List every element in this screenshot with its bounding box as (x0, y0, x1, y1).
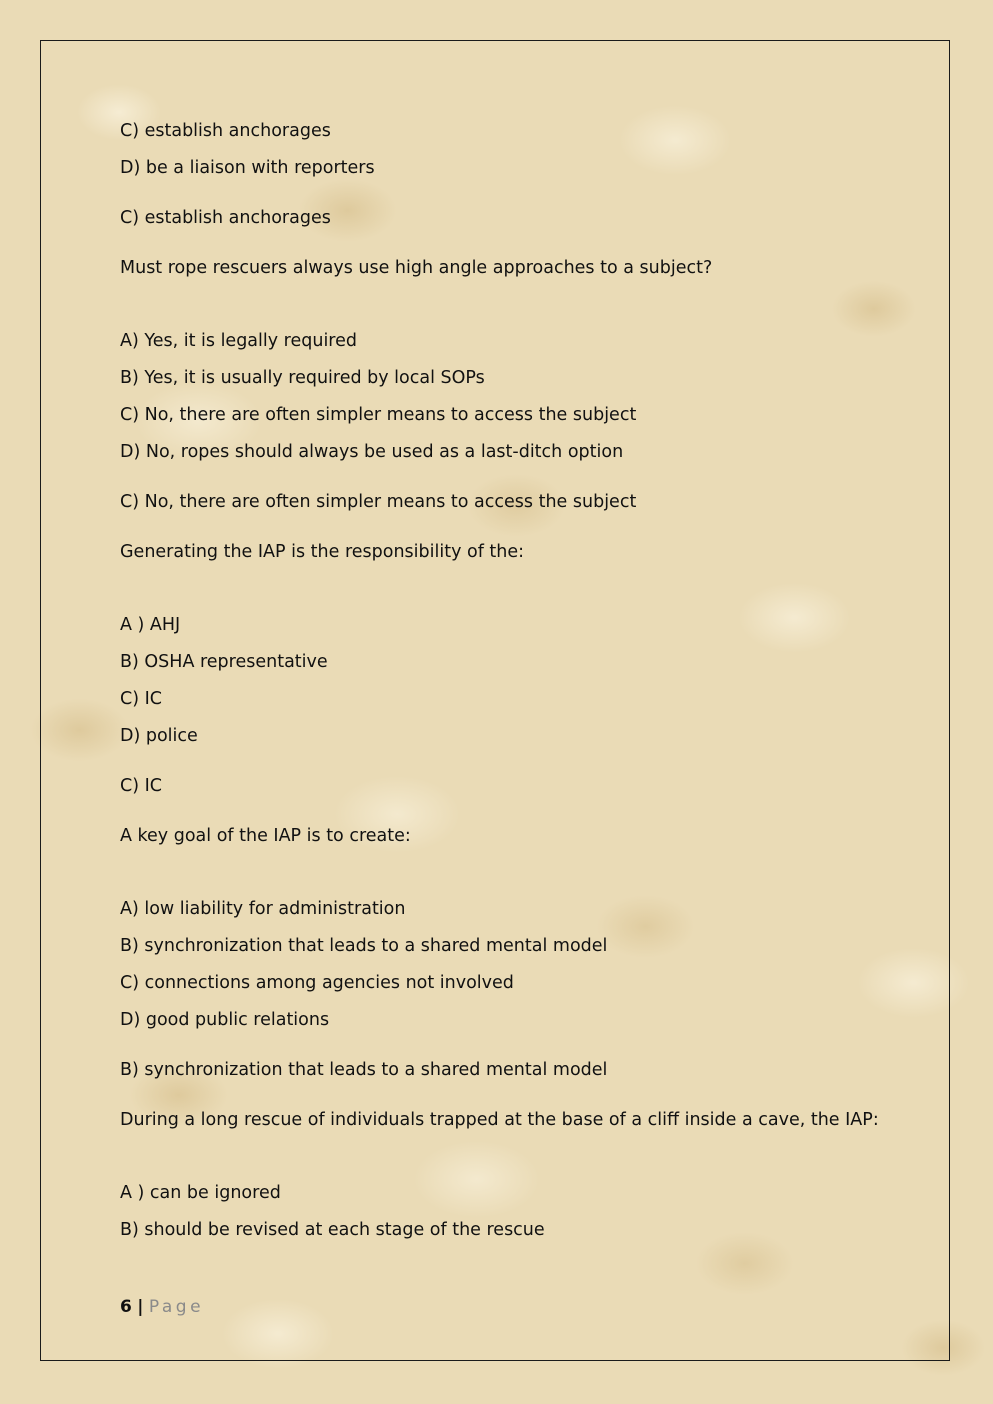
footer-separator: | (137, 1297, 144, 1317)
answer-option: C) IC (120, 689, 162, 709)
correct-answer: C) establish anchorages (120, 208, 331, 228)
answer-option: A) Yes, it is legally required (120, 331, 357, 351)
answer-option: B) OSHA representative (120, 652, 328, 672)
answer-option: A ) can be ignored (120, 1183, 281, 1203)
answer-option: C) establish anchorages (120, 121, 331, 141)
answer-option: B) should be revised at each stage of the rescue (120, 1220, 545, 1240)
correct-answer: B) synchronization that leads to a shared mental model (120, 1060, 608, 1080)
question-text: Generating the IAP is the responsibility of the: (120, 542, 525, 562)
correct-answer: C) IC (120, 776, 162, 796)
correct-answer: C) No, there are often simpler means to access the subject (120, 492, 637, 512)
answer-option: C) connections among agencies not involved (120, 973, 514, 993)
answer-option: D) be a liaison with reporters (120, 158, 375, 178)
document-body (120, 119, 900, 1242)
answer-option: C) No, there are often simpler means to access the subject (120, 405, 637, 425)
question-text: During a long rescue of individuals trapped at the base of a cliff inside a cave, the IAP: (120, 1110, 879, 1130)
answer-option: D) good public relations (120, 1010, 330, 1030)
answer-option: A) low liability for administration (120, 899, 406, 919)
answer-option: D) police (120, 726, 198, 746)
page-label: Page (148, 1297, 205, 1317)
page-number: 6 (120, 1297, 132, 1317)
answer-option: D) No, ropes should always be used as a last-ditch option (120, 442, 624, 462)
answer-option: A ) AHJ (120, 615, 181, 635)
answer-option: B) Yes, it is usually required by local SOPs (120, 368, 485, 388)
page-footer (120, 1295, 204, 1319)
answer-option: B) synchronization that leads to a shared mental model (120, 936, 608, 956)
question-text: Must rope rescuers always use high angle approaches to a subject? (120, 258, 713, 278)
question-text: A key goal of the IAP is to create: (120, 826, 411, 846)
